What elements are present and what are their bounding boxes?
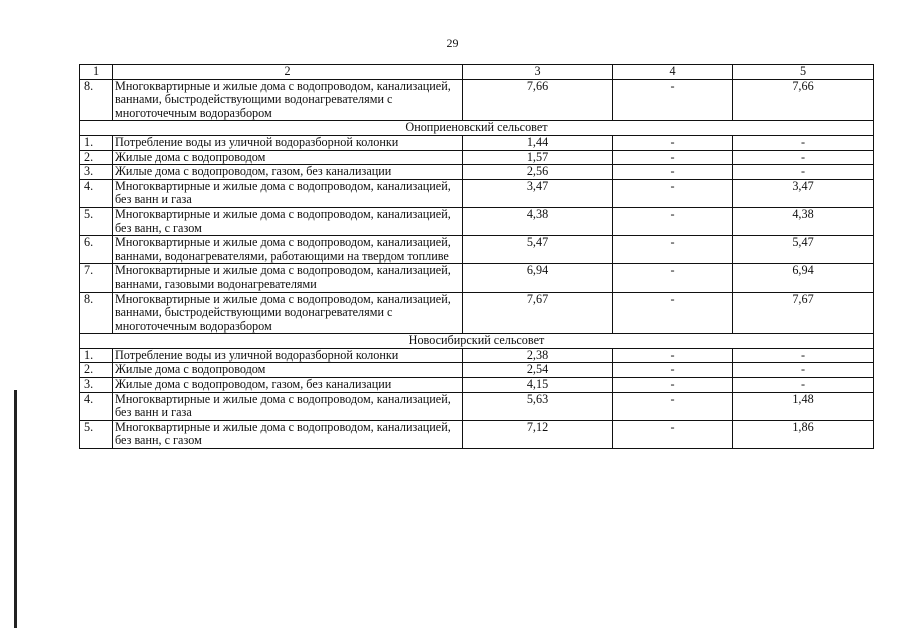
row-number-cell: 2.: [80, 150, 113, 165]
row-number-cell: 4.: [80, 179, 113, 207]
column-4-cell: -: [613, 236, 733, 264]
column-4-cell: -: [613, 79, 733, 121]
table-row: [80, 378, 874, 393]
column-4-cell: -: [613, 392, 733, 420]
table-row: [80, 165, 874, 180]
description-cell: Жилые дома с водопроводом, газом, без канализации: [113, 165, 463, 180]
column-5-cell: 1,48: [733, 392, 874, 420]
column-3-cell: 3,47: [463, 179, 613, 207]
row-number-cell: 4.: [80, 392, 113, 420]
header-cell: 5: [733, 65, 874, 80]
column-3-cell: 7,66: [463, 79, 613, 121]
row-number-cell: 6.: [80, 236, 113, 264]
column-3-cell: 2,54: [463, 363, 613, 378]
table-row: [80, 79, 874, 121]
column-5-cell: -: [733, 165, 874, 180]
section-row: [80, 334, 874, 349]
row-number-cell: 7.: [80, 264, 113, 292]
row-number-cell: 3.: [80, 165, 113, 180]
row-number-cell: 1.: [80, 348, 113, 363]
table-row: [80, 179, 874, 207]
column-5-cell: 1,86: [733, 420, 874, 448]
column-3-cell: 1,57: [463, 150, 613, 165]
column-3-cell: 6,94: [463, 264, 613, 292]
column-4-cell: -: [613, 207, 733, 235]
column-3-cell: 7,67: [463, 292, 613, 334]
header-cell: 1: [80, 65, 113, 80]
column-5-cell: 4,38: [733, 207, 874, 235]
header-row: [80, 65, 874, 80]
description-cell: Жилые дома с водопроводом: [113, 363, 463, 378]
column-3-cell: 5,63: [463, 392, 613, 420]
table-row: [80, 264, 874, 292]
column-3-cell: 2,38: [463, 348, 613, 363]
table-row: [80, 420, 874, 448]
column-4-cell: -: [613, 264, 733, 292]
description-cell: Многоквартирные и жилые дома с водопроводом, канализацией, без ванн, с газом: [113, 420, 463, 448]
column-5-cell: -: [733, 150, 874, 165]
description-cell: Многоквартирные и жилые дома с водопроводом, канализацией, без ванн и газа: [113, 179, 463, 207]
table-row: [80, 150, 874, 165]
column-3-cell: 1,44: [463, 135, 613, 150]
row-number-cell: 5.: [80, 207, 113, 235]
row-number-cell: 8.: [80, 292, 113, 334]
binding-edge: [14, 390, 17, 628]
column-5-cell: 7,67: [733, 292, 874, 334]
column-4-cell: -: [613, 348, 733, 363]
table-row: [80, 292, 874, 334]
description-cell: Многоквартирные и жилые дома с водопроводом, канализацией, ваннами, быстродействующими водонагревателями с многоточечным водоразбором: [113, 79, 463, 121]
column-5-cell: -: [733, 363, 874, 378]
table-row: [80, 207, 874, 235]
column-5-cell: 6,94: [733, 264, 874, 292]
column-4-cell: -: [613, 135, 733, 150]
column-4-cell: -: [613, 420, 733, 448]
column-5-cell: 5,47: [733, 236, 874, 264]
column-4-cell: -: [613, 179, 733, 207]
header-cell: 4: [613, 65, 733, 80]
column-4-cell: -: [613, 150, 733, 165]
description-cell: Многоквартирные и жилые дома с водопроводом, канализацией, ваннами, газовыми водонагревателями: [113, 264, 463, 292]
data-table: [79, 64, 874, 449]
column-4-cell: -: [613, 292, 733, 334]
column-3-cell: 5,47: [463, 236, 613, 264]
description-cell: Потребление воды из уличной водоразборной колонки: [113, 348, 463, 363]
row-number-cell: 5.: [80, 420, 113, 448]
description-cell: Многоквартирные и жилые дома с водопроводом, канализацией, ваннами, водонагревателями, работающими на твердом топливе: [113, 236, 463, 264]
header-cell: 2: [113, 65, 463, 80]
description-cell: Многоквартирные и жилые дома с водопроводом, канализацией, без ванн и газа: [113, 392, 463, 420]
table-row: [80, 363, 874, 378]
column-3-cell: 4,38: [463, 207, 613, 235]
table-row: [80, 236, 874, 264]
row-number-cell: 2.: [80, 363, 113, 378]
description-cell: Жилые дома с водопроводом, газом, без канализации: [113, 378, 463, 393]
column-3-cell: 4,15: [463, 378, 613, 393]
row-number-cell: 1.: [80, 135, 113, 150]
column-3-cell: 7,12: [463, 420, 613, 448]
section-row: [80, 121, 874, 136]
column-4-cell: -: [613, 165, 733, 180]
table-row: [80, 348, 874, 363]
table-row: [80, 392, 874, 420]
description-cell: Потребление воды из уличной водоразборной колонки: [113, 135, 463, 150]
description-cell: Многоквартирные и жилые дома с водопроводом, канализацией, без ванн, с газом: [113, 207, 463, 235]
column-4-cell: -: [613, 363, 733, 378]
page-number: 29: [446, 36, 459, 50]
section-title: Новосибирский сельсовет: [80, 334, 874, 349]
column-5-cell: -: [733, 135, 874, 150]
column-5-cell: 7,66: [733, 79, 874, 121]
description-cell: Многоквартирные и жилые дома с водопроводом, канализацией, ваннами, быстродействующими водонагревателями с многоточечным водоразбором: [113, 292, 463, 334]
column-3-cell: 2,56: [463, 165, 613, 180]
section-title: Оноприеновский сельсовет: [80, 121, 874, 136]
column-5-cell: 3,47: [733, 179, 874, 207]
row-number-cell: 8.: [80, 79, 113, 121]
description-cell: Жилые дома с водопроводом: [113, 150, 463, 165]
column-4-cell: -: [613, 378, 733, 393]
column-5-cell: -: [733, 378, 874, 393]
column-5-cell: -: [733, 348, 874, 363]
row-number-cell: 3.: [80, 378, 113, 393]
header-cell: 3: [463, 65, 613, 80]
table-row: [80, 135, 874, 150]
